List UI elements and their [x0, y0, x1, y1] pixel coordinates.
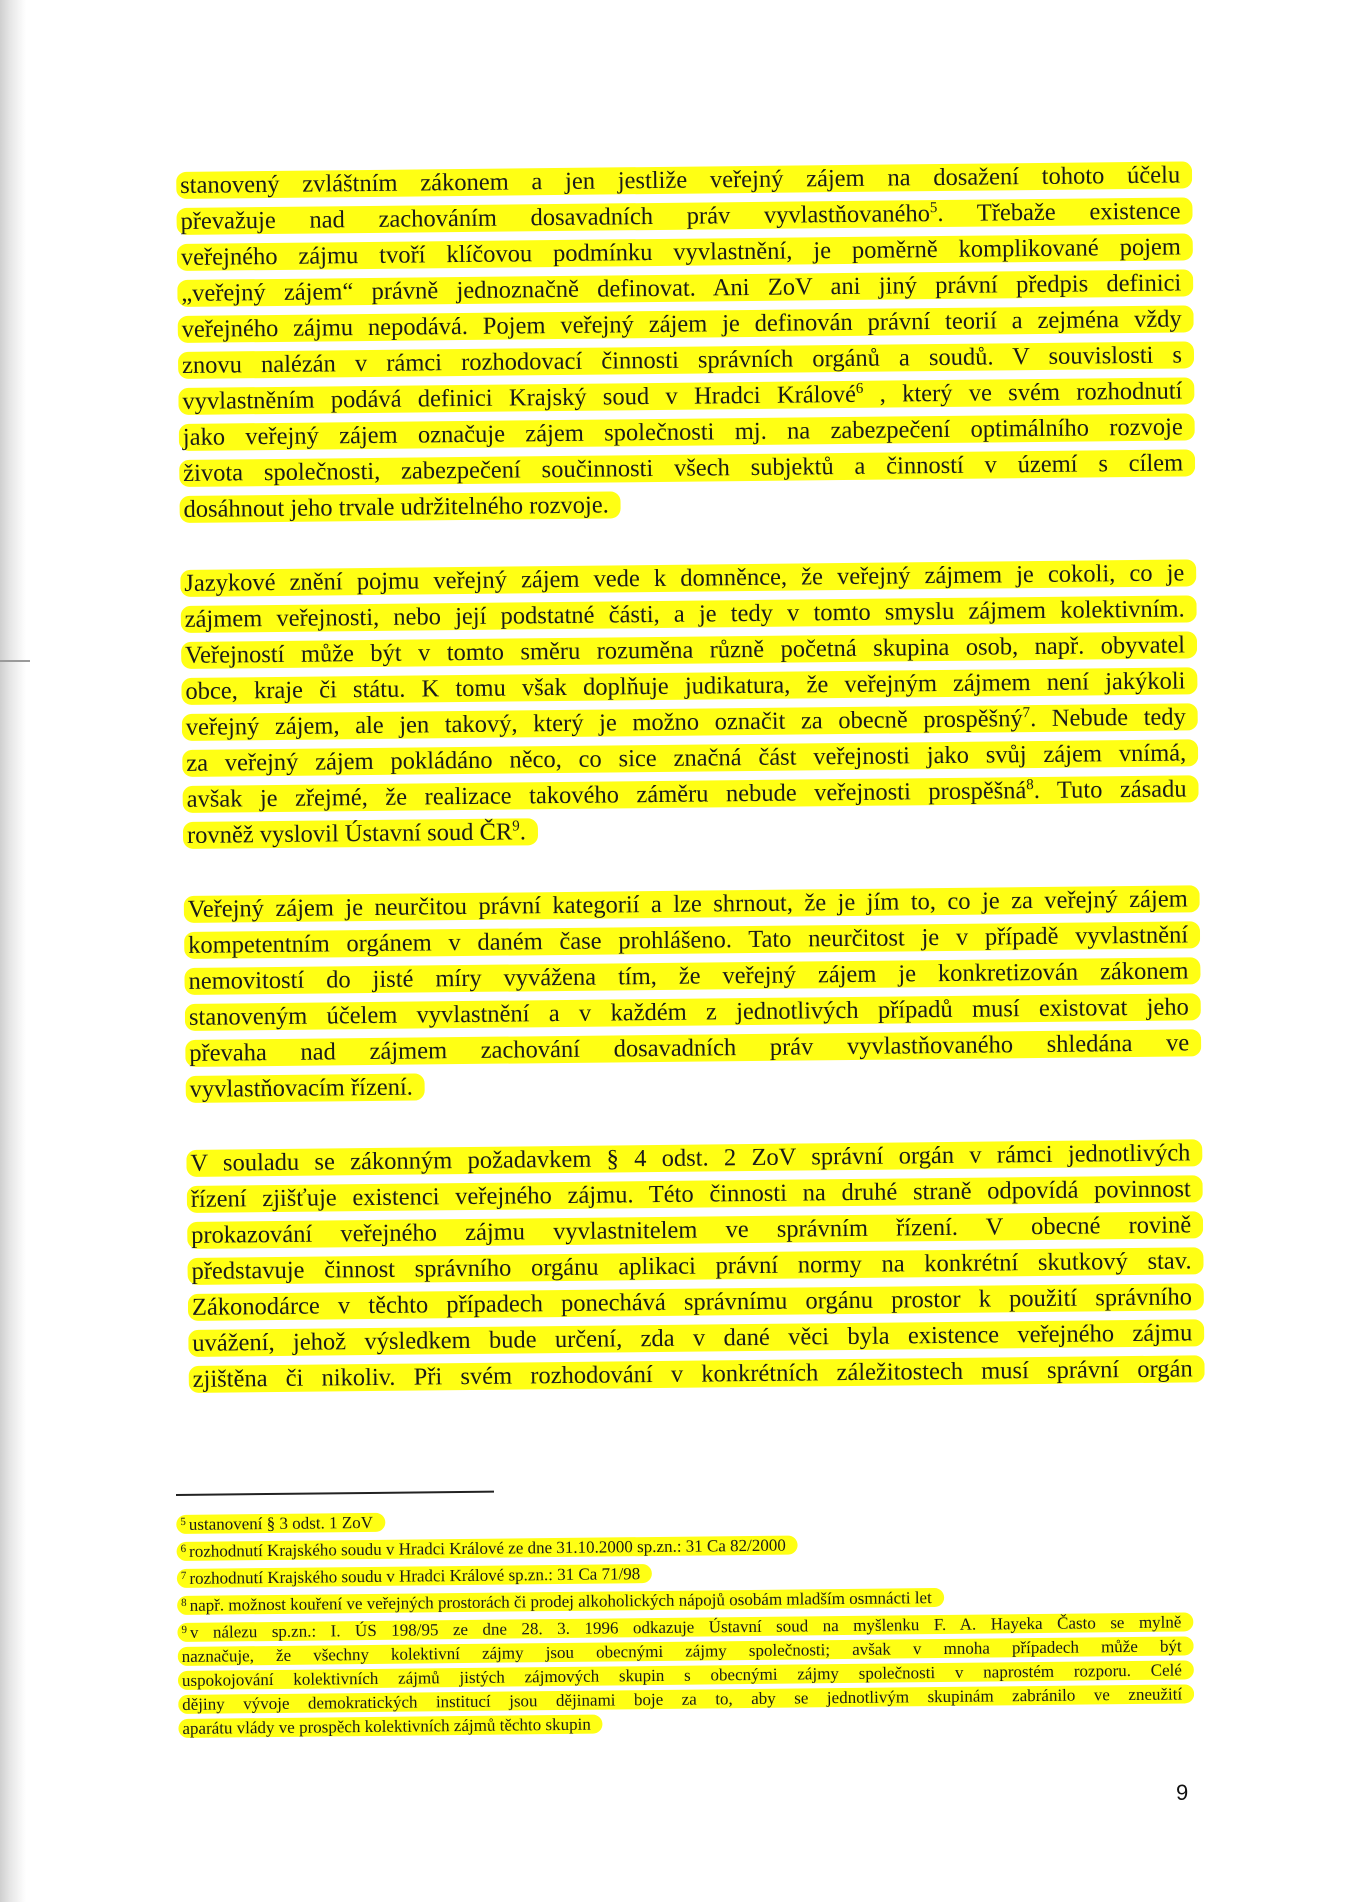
paragraph-2	[180, 555, 1199, 854]
footnote-ref-6[interactable]: 6	[855, 380, 864, 397]
footnote-8: $^8$ např. možnost kouření ve veřejných prostorách či prodej alkoholických nápojů osobám mladším osmnácti let	[177, 1580, 1193, 1618]
text-line: zájmem veřejnosti, nebo její podstatné části, a je tedy v tomto smyslu zájmem kolektivním.	[181, 591, 1197, 638]
text-line: řízení zjišťuje existenci veřejného zájmu. Této činnosti na druhé straně odpovídá povinnost	[187, 1171, 1203, 1218]
text-line: převažuje nad zachováním dosavadních práv vyvlastňovaného$^5$. Třebaže existence	[176, 193, 1192, 240]
footnote-6: $^6$ rozhodnutí Krajského soudu v Hradci Králové ze dne 31.10.2000 sp.zn.: 31 Ca 82/2000	[176, 1526, 1192, 1564]
paragraph-3	[184, 881, 1202, 1108]
footnotes-section	[176, 1483, 1195, 1741]
text-line: zjištěna či nikoliv. Při svém rozhodování v konkrétních záležitostech musí správní orgán	[189, 1351, 1205, 1398]
paragraph-1	[176, 157, 1196, 528]
text-line: Veřejností může být v tomto směru rozuměna různě početná skupina osob, např. obyvatel	[181, 627, 1197, 674]
scan-margin-mark	[0, 660, 30, 662]
text-line: vyvlastněním podává definici Krajský soud v Hradci Králové$^6$ , který ve svém rozhodnutí	[178, 373, 1194, 420]
text-line: vyvlastňovacím řízení.	[185, 1061, 1201, 1108]
document-body	[176, 157, 1205, 1436]
footnote-5: $^5$ ustanovení § 3 odst. 1 ZoV	[176, 1499, 1192, 1537]
text-line: obce, kraje či státu. K tomu však doplňuje judikatura, že veřejným zájmem není jakýkoli	[181, 663, 1197, 710]
page-number: 9	[1176, 1780, 1189, 1805]
text-line: avšak je zřejmé, že realizace takového záměru nebude veřejnosti prospěšná$^8$. Tuto zásadu	[182, 771, 1198, 818]
text-line: kompetentním orgánem v daném čase prohlášeno. Tato neurčitost je v případě vyvlastnění	[184, 917, 1200, 964]
text-line: rovněž vyslovil Ústavní soud $ČR^9$.	[183, 807, 1199, 854]
text-line: veřejného zájmu tvoří klíčovou podmínku vyvlastnění, je poměrně komplikované pojem	[177, 229, 1193, 276]
text-line: veřejný zájem, ale jen takový, který je možno označit za obecně prospěšný$^7$. Nebude tedy	[182, 699, 1198, 746]
text-line: Veřejný zájem je neurčitou právní kategorií a lze shrnout, že je jím to, co je za veřejný zájem	[184, 881, 1200, 928]
text-line: převaha nad zájmem zachování dosavadních práv vyvlastňovaného shledána ve	[185, 1025, 1201, 1072]
text-line: uvážení, jehož výsledkem bude určení, zda v dané věci byla existence veřejného zájmu	[188, 1315, 1204, 1362]
scan-shadow-edge	[0, 0, 26, 1902]
text-line: znovu nalézán v rámci rozhodovací činnosti správních orgánů a soudů. V souvislosti s	[178, 337, 1194, 384]
paragraph-4	[186, 1135, 1205, 1398]
footnote-separator	[176, 1491, 494, 1496]
text-line: stanovený zvláštním zákonem a jen jestliže veřejný zájem na dosažení tohoto účelu	[176, 157, 1192, 204]
footnote-ref-8[interactable]: 8	[1026, 777, 1034, 794]
text-line: představuje činnost správního orgánu aplikaci právní normy na konkrétní skutkový stav.	[187, 1243, 1203, 1290]
text-line: stanoveným účelem vyvlastnění a v každém z jednotlivých případů musí existovat jeho	[185, 989, 1201, 1036]
text-line: za veřejný zájem pokládáno něco, co sice značná část veřejnosti jako svůj zájem vnímá,	[182, 735, 1198, 782]
text-line: jako veřejný zájem označuje zájem společnosti mj. na zabezpečení optimálního rozvoje	[179, 409, 1195, 456]
footnote-ref-5[interactable]: 5	[929, 200, 938, 217]
text-line: dosáhnout jeho trvale udržitelného rozvoje.	[179, 481, 1195, 528]
footnote-9: $^9$ v nálezu sp.zn.: I. ÚS 198/95 ze dne 28. 3. 1996 odkazuje Ústavní soud na myšlenku F. A. Hayeka Často se mylně naznačuje, že všechny kolektivní zájmy jsou obecnými zájmy společnosti; avšak v mnoha případech může být uspokojování kolektivních zájmů jistých zájmových skupin s obecnými zájmy společnosti v naprostém rozporu. Celé dějiny vývoje demokratických institucí jsou dějinami boje za to, aby se jednotlivým skupinám zabránilo ve zneužití aparátu vlády ve prospěch kolektivních zájmů těchto skupin	[177, 1607, 1194, 1741]
footnote-ref-7[interactable]: 7	[1022, 705, 1031, 722]
text-line: prokazování veřejného zájmu vyvlastnitelem ve správním řízení. V obecné rovině	[187, 1207, 1203, 1254]
footnote-7: $^7$ rozhodnutí Krajského soudu v Hradci Králové sp.zn.: 31 Ca 71/98	[177, 1553, 1193, 1591]
text-line: života společnosti, zabezpečení součinnosti všech subjektů a činností v území s cílem	[179, 445, 1195, 492]
text-line: nemovitostí do jisté míry vyvážena tím, že veřejný zájem je konkretizován zákonem	[184, 953, 1200, 1000]
text-line: V souladu se zákonným požadavkem § 4 odst. 2 ZoV správní orgán v rámci jednotlivých	[186, 1135, 1202, 1182]
text-line: Jazykové znění pojmu veřejný zájem vede k domněnce, že veřejný zájmem je cokoli, co je	[180, 555, 1196, 602]
footnote-ref-9[interactable]: 9	[512, 818, 520, 835]
text-line: Zákonodárce v těchto případech ponechává správnímu orgánu prostor k použití správního	[188, 1279, 1204, 1326]
text-line: veřejného zájmu nepodává. Pojem veřejný zájem je definován právní teorií a zejména vždy	[178, 301, 1194, 348]
text-line: „veřejný zájem“ právně jednoznačně definovat. Ani ZoV ani jiný právní předpis definici	[177, 265, 1193, 312]
